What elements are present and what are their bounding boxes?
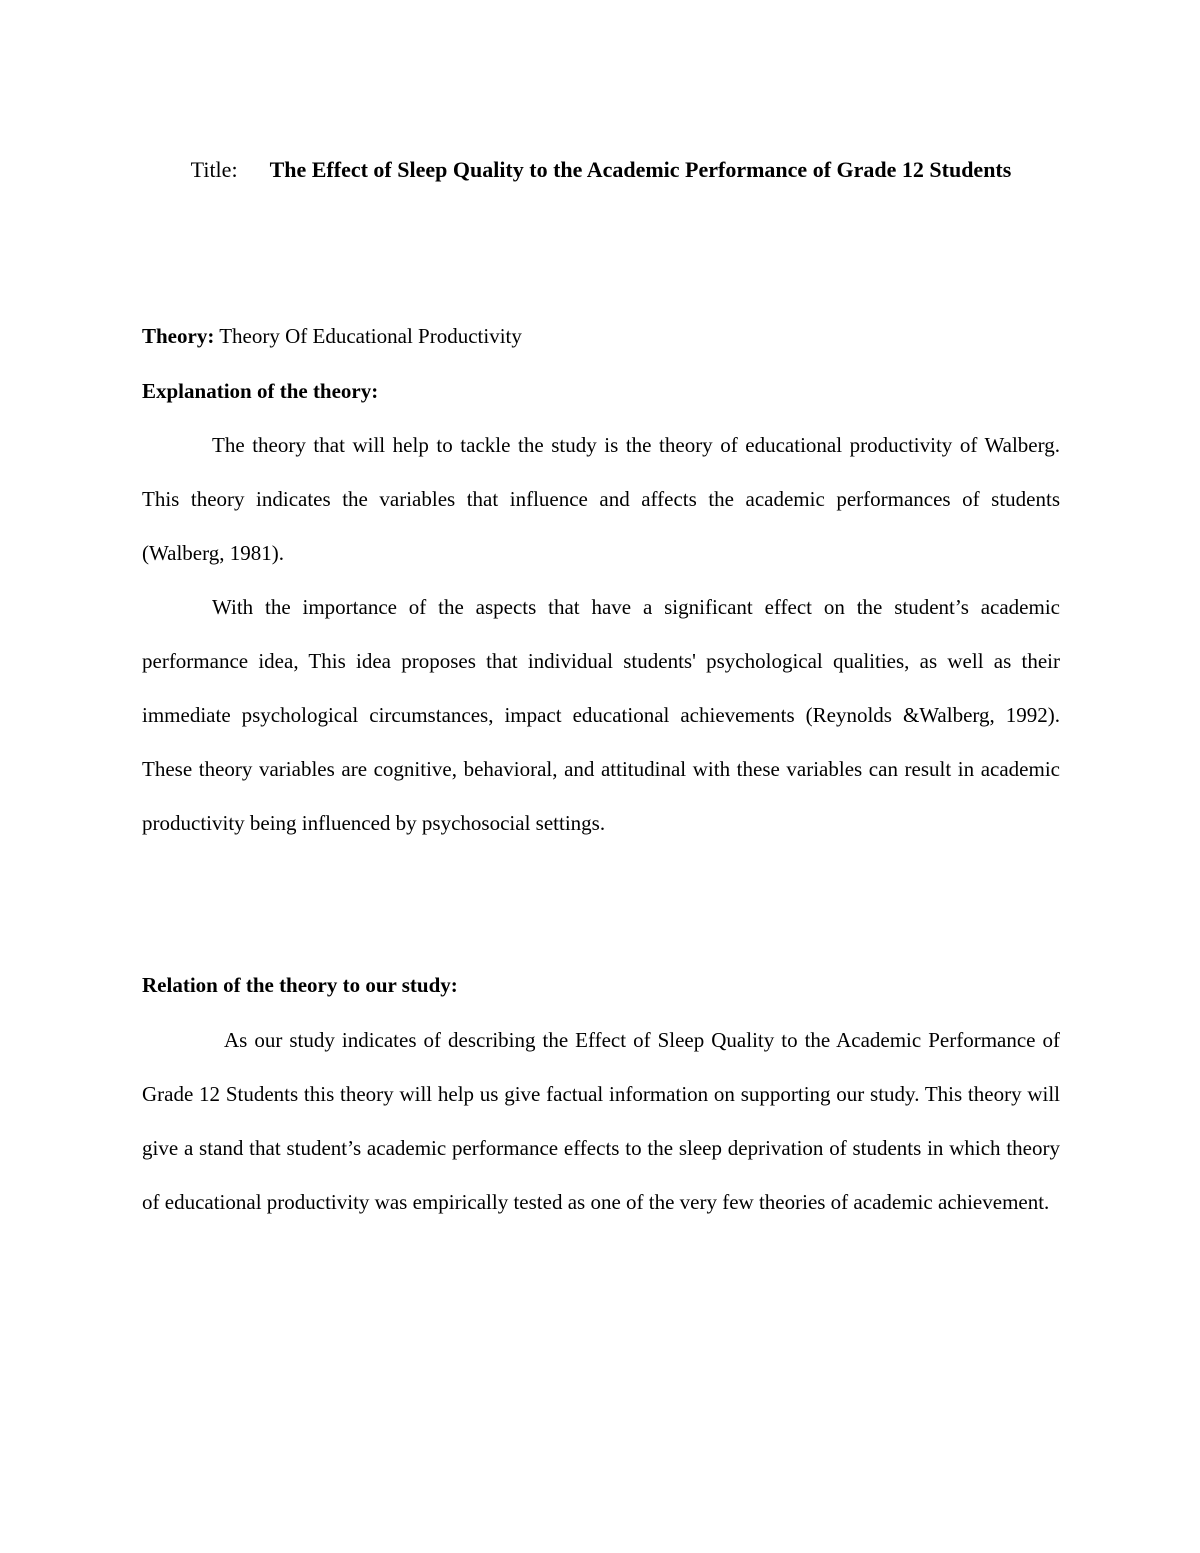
relation-heading: Relation of the theory to our study:: [142, 973, 458, 997]
title-label: Title:: [190, 157, 238, 182]
relation-paragraph: As our study indicates of describing the Effect of Sleep Quality to the Academic Performance of Grade 12 Students this theory will help us give factual information on supporting our study. This theory will give a stand that student’s academic performance effects to the sleep deprivation of students in which theory of educational productivity was empirically tested as one of the very few theories of academic achievement.: [142, 1028, 1060, 1214]
title-text: The Effect of Sleep Quality to the Academic Performance of Grade 12 Students: [269, 157, 1012, 182]
theory-line: [142, 321, 1060, 351]
theory-value: Theory Of Educational Productivity: [219, 324, 522, 348]
explanation-paragraph-2: With the importance of the aspects that have a significant effect on the student’s academic performance idea, This idea proposes that individual students' psychological qualities, as well as their immediate psychological circumstances, impact educational achievements (Reynolds &Walberg, 1992). These theory variables are cognitive, behavioral, and attitudinal with these variables can result in academic productivity being influenced by psychosocial settings.: [142, 595, 1060, 835]
explanation-paragraph-1: The theory that will help to tackle the study is the theory of educational productivity of Walberg. This theory indicates the variables that influence and affects the academic performances of students (Walberg, 1981).: [142, 433, 1060, 565]
theory-label: Theory:: [142, 324, 215, 348]
document-title: [142, 138, 1060, 202]
explanation-heading: Explanation of the theory:: [142, 379, 379, 403]
